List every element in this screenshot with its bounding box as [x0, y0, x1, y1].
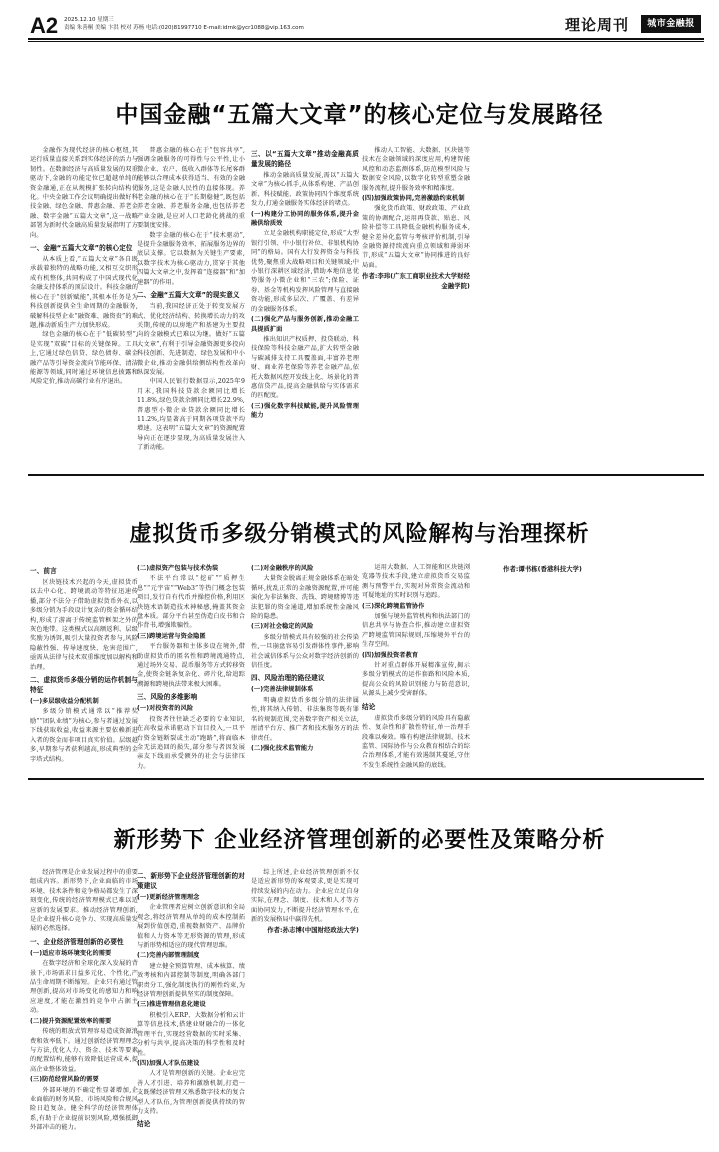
section-heading: 一、企业经济管理创新的必要性	[30, 937, 124, 946]
body-paragraph: 投资者往往缺乏必要的专业知识,在高收益承诺驱动下盲目投入,一旦平台资金链断裂或主动“跑路”,将面临本金无法追回的损失,部分参与者因发展亲友下线而承受额外的社会与法律压力。	[137, 715, 245, 770]
text-column	[362, 146, 470, 464]
body-paragraph: 大量资金脱离正规金融体系在暗处循环,扰乱正常的金融资源配置,并可能演化为非法集资、洗钱、跨境赌博等违法犯罪的资金通道,增加系统性金融风险的隐患。	[251, 575, 359, 621]
date-line: 2025.12.10 星期三	[64, 17, 114, 23]
subsection-heading: (二)强化技术监管能力	[251, 744, 314, 752]
body-paragraph: 企业管理者应树立创新意识和全局观念,将经济管理从单纯的成本控制拓展到价值创造,重视数据资产、品牌价值和人力资本等无形资源的管理,形成与新形势相适应的现代管理思维。	[137, 904, 245, 950]
body-paragraph: 推动金融高质量发展,需以“五篇大文章”为核心抓手,从体系构建、产品创新、科技赋能、政策协同四个维度系统发力,打通金融服务实体经济的堵点。	[251, 172, 359, 208]
subsection-heading: (四)加强人才队伍建设	[137, 1059, 200, 1067]
subsection-heading: (一)多层级收益分配机制	[30, 698, 99, 706]
section-heading: 一、金融“五篇大文章”的核心定位	[30, 244, 133, 253]
body-paragraph: 推出知识产权质押、投贷联动、科技保险等科技金融产品,扩大转型金融与碳减排支持工具覆盖面,丰富养老理财、商业养老保险等养老金融产品,依托大数据风控开发线上化、场景化的普惠信贷产品,提高金融供给与实体需求的匹配度。	[251, 335, 359, 400]
text-column	[251, 146, 359, 464]
section-heading: 二、金融“五篇大文章”的现实意义	[137, 291, 240, 300]
author-byline: 作者:孙志博(中国财经政法大学)	[267, 927, 359, 935]
text-column	[474, 146, 582, 464]
text-column	[474, 563, 582, 773]
body-paragraph: 当前,我国经济正处于转变发展方式、优化经济结构、转换增长动力的攻关期,传统的以房地产和基建为主要投向的金融模式已难以为继。做好“五篇大文章”,有利于引导金融资源更多投向科技创新、先进制造、绿色发展和中小微企业,推动金融供给侧结构性改革向纵深发展。	[137, 303, 245, 376]
subsection-heading: (三)推进管理信息化建设	[137, 1001, 206, 1009]
masthead-rule	[28, 38, 704, 40]
section-heading: 三、风险的多维影响	[137, 693, 198, 702]
subsection-heading: (三)对社会稳定的风险	[251, 623, 314, 631]
section-heading: 结论	[362, 702, 376, 711]
section-heading: 三、以“五篇大文章”推动金融高质量发展的路径	[251, 150, 359, 168]
text-column	[30, 563, 138, 773]
body-paragraph: 不法平台常以“挖矿”“质押生息”“元宇宙”“Web3”等热门概念包装项目,发行自有代币并操控价格,利用区块链术语制造技术神秘感,掩盖其资金盘本质。部分平台甚至伪造白皮书和合作背书,增强欺骗性。	[137, 575, 245, 630]
text-column	[251, 868, 359, 1136]
body-paragraph: 外部环境的不确定性显著增加,企业面临的财务风险、市场风险和合规风险日趋复杂。健全科学的经济管理体系,有助于企业提前识别风险,增强抵御外部冲击的能力。	[30, 1086, 138, 1132]
body-paragraph: 金融作为现代经济的核心枢纽,其运行质量直接关系到实体经济的活力与韧性。在数据经济与高质量发展的双重驱动下,金融的功能定位已超越单纯的资金融通,正在从规模扩张转向结构优化。中央金融工作会议明确提出做好科技金融、绿色金融、普惠金融、养老金融、数字金融“五篇大文章”,这一战略部署为新时代金融高质量发展指明了方向。	[30, 147, 138, 239]
text-column	[137, 868, 245, 1136]
text-column	[585, 868, 693, 1136]
subsection-heading: (一)完善法律规制体系	[251, 686, 314, 694]
body-paragraph: 虚拟货币多级分销的风险具有隐蔽性、复杂性和扩散性特征,单一治理手段难以奏效。唯有构建法律规制、技术监管、国际协作与公众教育相结合的综合治理体系,才能有效遏制其蔓延,守住不发生系统性金融风险的底线。	[362, 714, 470, 769]
body-paragraph: 人才是管理创新的关键。企业应完善人才引进、培养和激励机制,打造一支既懂经济管理又熟悉数字技术的复合型人才队伍,为管理创新提供持续的智力支持。	[137, 1070, 245, 1115]
text-column	[30, 868, 138, 1136]
subsection-heading: (一)对投资者的风险	[137, 705, 194, 713]
text-column	[137, 146, 245, 464]
body-paragraph: 从本质上看,“五篇大文章”各自既承载着独特的战略功能,又相互交织形成有机整体,共同构成了中国式现代化金融支持体系的顶层设计。科技金融的核心在于“创新赋能”,其根本任务是为科技创新提供全生命周期的金融服务,破解科技型企业“融资难、融资贵”的难题,推动新质生产力加快形成。	[30, 256, 138, 329]
masthead-rule-thin	[28, 41, 704, 42]
subsection-heading: (一)更新经济管理理念	[137, 894, 200, 901]
body-paragraph: 在数字经济和全球化深入发展的背景下,市场需求日益多元化、个性化,产品生命周期不断缩短。企业只有通过管理创新,提高对市场变化的感知力和响应速度,才能在激烈的竞争中占据主动。	[30, 960, 138, 1015]
body-paragraph: 多级分销模式通常以“推荐奖励”“团队业绩”为核心,参与者通过发展下线获取收益,收益来源主要依赖新进入者的资金而非项目真实价值。层级越多,早期参与者获利越高,形成典型的金字塔式结构。	[30, 708, 138, 763]
text-column	[474, 868, 582, 1136]
subsection-heading: (一)构建分工协同的服务体系,提升金融供给质效	[251, 210, 359, 228]
text-column	[251, 563, 359, 773]
article2-title: 虚拟货币多级分销模式的风险解构与治理探析	[129, 522, 590, 547]
section-heading: 四、风险治理的路径建议	[251, 674, 325, 683]
article3-title: 新形势下 企业经济管理创新的必要性及策略分析	[113, 828, 606, 853]
body-paragraph: 加强与境外监管机构和执法部门的信息共享与协查合作,推动建立虚拟资产跨境监管国际规则,压缩境外平台的生存空间。	[362, 613, 470, 649]
subsection-heading: (四)加强政策协同,完善激励约束机制	[362, 195, 465, 203]
text-column	[30, 146, 138, 464]
subsection-heading: (三)防范经营风险的需要	[30, 1076, 99, 1084]
body-paragraph: 传统的粗放式管理容易造成资源浪费和效率低下。通过创新经济管理理念与方法,优化人力、资金、技术等要素的配置结构,能够有效降低运营成本,提高企业整体效益。	[30, 1028, 138, 1073]
body-paragraph: 运用大数据、人工智能和区块链浏览器等技术手段,建立虚拟货币交易监测与预警平台,实现对异常资金流动和可疑地址的实时识别与追踪。	[362, 564, 470, 600]
body-paragraph: 推动人工智能、大数据、区块链等技术在金融领域的深度应用,构建智能风控和动态监测体系,防范模型风险与数据安全风险,以数字化转型重塑金融服务流程,提升服务效率和精准度。	[362, 147, 470, 192]
body-paragraph: 针对重点群体开展精准宣传,揭示多级分销模式的运作套路和风险本质,提高公众的风险识别能力与防范意识,从源头上减少受害群体。	[362, 662, 470, 698]
body-paragraph: 普惠金融的核心在于“包容共享”,强调金融服务的可得性与公平性,让小微企业、农户、低收入群体等长尾客群能够以合理成本获得适当、有效的金融服务,这是金融人民性的直接体现。养老金融的核心在于“长期稳健”,既包括养老金融、养老服务金融,也包括养老产业金融,是应对人口老龄化挑战的重要制度安排。	[137, 147, 245, 230]
text-column	[585, 146, 693, 464]
subsection-heading: (三)强化数字科技赋能,提升风险管理能力	[251, 402, 359, 420]
body-paragraph: 明确虚拟货币多级分销的法律属性,将其纳入传销、非法集资等既有罪名的规制范围,完善数字资产相关立法,厘清平台方、推广者和技术服务方的法律责任。	[251, 696, 359, 742]
article-divider	[28, 778, 704, 780]
masthead	[0, 0, 719, 62]
section-heading: 一、前言	[30, 567, 57, 575]
subsection-heading: (一)适应市场环境变化的需要	[30, 949, 112, 957]
author-byline: 作者:李玮(广东工商职业技术大学财经金融学院)	[362, 273, 470, 290]
subsection-heading: (三)跨境运营与资金隐匿	[137, 632, 206, 640]
section-heading: 结论	[137, 1120, 151, 1129]
article1-title: 中国金融“五篇大文章”的核心定位与发展路径	[115, 102, 604, 128]
body-paragraph: 区块链技术兴起的今天,虚拟货币以去中心化、跨境流动等特征迅速传播,部分不法分子借助虚拟货币外衣,以多级分销为手段设计复杂的资金循环结构,形成了游离于传统监管框架之外的灰色地带。这类模式以高额返利、层级奖励为诱饵,吸引大量投资者参与,风险隐蔽性强、传导速度快、危害范围广,亟需从法律与技术双重维度加以解构和治理。	[30, 579, 138, 671]
section-heading: 二、虚拟货币多级分销的运作机制与特征	[30, 676, 138, 695]
body-paragraph: 平台服务器和主体多设在境外,借助虚拟货币的匿名性和跨境流通特点,通过场外交易、混币服务等方式转移资金,使资金链条复杂化、碎片化,给追踪溯源和跨境执法带来极大困难。	[137, 643, 245, 688]
subsection-heading: (二)虚拟资产包装与技术伪装	[137, 565, 219, 572]
body-paragraph: 建立健全预算管理、成本核算、绩效考核和内部控制等制度,明确各部门职责分工,强化制度执行的刚性约束,为经济管理创新提供坚实的制度保障。	[137, 962, 245, 999]
body-paragraph: 积极引入ERP、大数据分析和云计算等信息技术,搭建业财融合的一体化管理平台,实现经营数据的实时采集、分析与共享,提高决策的科学性和及时性。	[137, 1011, 245, 1057]
editor-line: 责编 朱善桐 美编 卞洪 校对 苏杨 电话:(020)81997710 E-mail:idrnk@ycr1088@vip.163.com	[64, 25, 304, 31]
subsection-heading: (四)加强投资者教育	[362, 651, 419, 659]
article-divider	[28, 474, 704, 476]
text-column	[585, 563, 693, 773]
newspaper-logo: 城市金融报	[641, 15, 701, 33]
body-paragraph: 经济管理是企业发展过程中的重要组成内容。新形势下,企业面临的市场环境、技术条件和竞争格局都发生了深刻变化,传统的经济管理模式已难以适应新的发展要求。推动经济管理创新,是企业提升核心竞争力、实现高质量发展的必然选择。	[30, 869, 138, 933]
page-number: A2	[30, 13, 59, 38]
subsection-heading: (二)强化产品与服务创新,推动金融工具提质扩面	[251, 316, 359, 333]
subsection-heading: (三)深化跨境监管协作	[362, 602, 425, 610]
body-paragraph: 立足金融机构职能定位,形成“大型银行引领、中小银行补位、非银机构协同”的格局。国有大行发挥资金与科技优势,聚焦重大战略项目和关键领域;中小银行深耕区域经济,借助本地信息优势服务小微企业和“三农”;保险、证券、基金等机构发挥风险管理与直接融资功能,形成多层次、广覆盖、有差异的金融服务体系。	[251, 230, 359, 313]
author-byline: 作者:谭书栋(香港科技大学)	[503, 566, 582, 573]
subsection-heading: (二)对金融秩序的风险	[251, 565, 314, 572]
body-paragraph: 中国人民银行数据显示,2025年9月末,我国科技贷款余额同比增长11.8%,绿色贷款余额同比增长22.9%,普惠型小微企业贷款余额同比增长11.2%,均显著高于同期各项贷款平均增速。这表明“五篇大文章”的资源配置导向正在逐步显现,为高质量发展注入了新动能。	[137, 378, 245, 452]
text-column	[362, 563, 470, 773]
body-paragraph: 综上所述,企业经济管理创新不仅是适应新形势的客观要求,更是实现可持续发展的内在动力。企业应立足自身实际,在理念、制度、技术和人才等方面协同发力,不断提升经济管理水平,在新的发展格局中赢得先机。	[251, 869, 359, 924]
section-heading: 二、新形势下企业经济管理创新的对策建议	[137, 872, 245, 890]
body-paragraph: 多级分销模式具有较强的社会传染性,一旦崩盘容易引发群体性事件,影响社会诚信体系与公众对数字经济创新的信任度。	[251, 633, 359, 670]
text-column	[362, 868, 470, 1136]
subsection-heading: (二)完善内部管理制度	[137, 952, 200, 960]
body-paragraph: 强化货币政策、财政政策、产业政策的协调配合,运用再贷款、贴息、风险补偿等工具降低金融机构服务成本,健全差异化监管与考核评价机制,引导金融资源持续流向重点领域和薄弱环节,形成“五篇大文章”协同推进的良好局面。	[362, 205, 470, 269]
body-paragraph: 数字金融的核心在于“技术驱动”,是提升金融服务效率、拓展服务边界的底层支撑。它以数据为关键生产要素,以数字技术为核心驱动力,贯穿于其他四篇大文章之中,发挥着“连接器”和“加速器”的作用。	[137, 231, 245, 286]
body-paragraph: 绿色金融的核心在于“低碳转型”,是实现“双碳”目标的关键保障。工具上,它通过绿色信贷、绿色债券、碳金融产品等引导资金流向节能环保、清洁能源等领域,同时通过环境信息披露和风险定价,推动高碳行业有序退出。	[30, 331, 138, 386]
column-name: 理论周刊	[565, 16, 630, 34]
text-column	[137, 563, 245, 773]
subsection-heading: (二)提升资源配置效率的需要	[30, 1017, 112, 1025]
